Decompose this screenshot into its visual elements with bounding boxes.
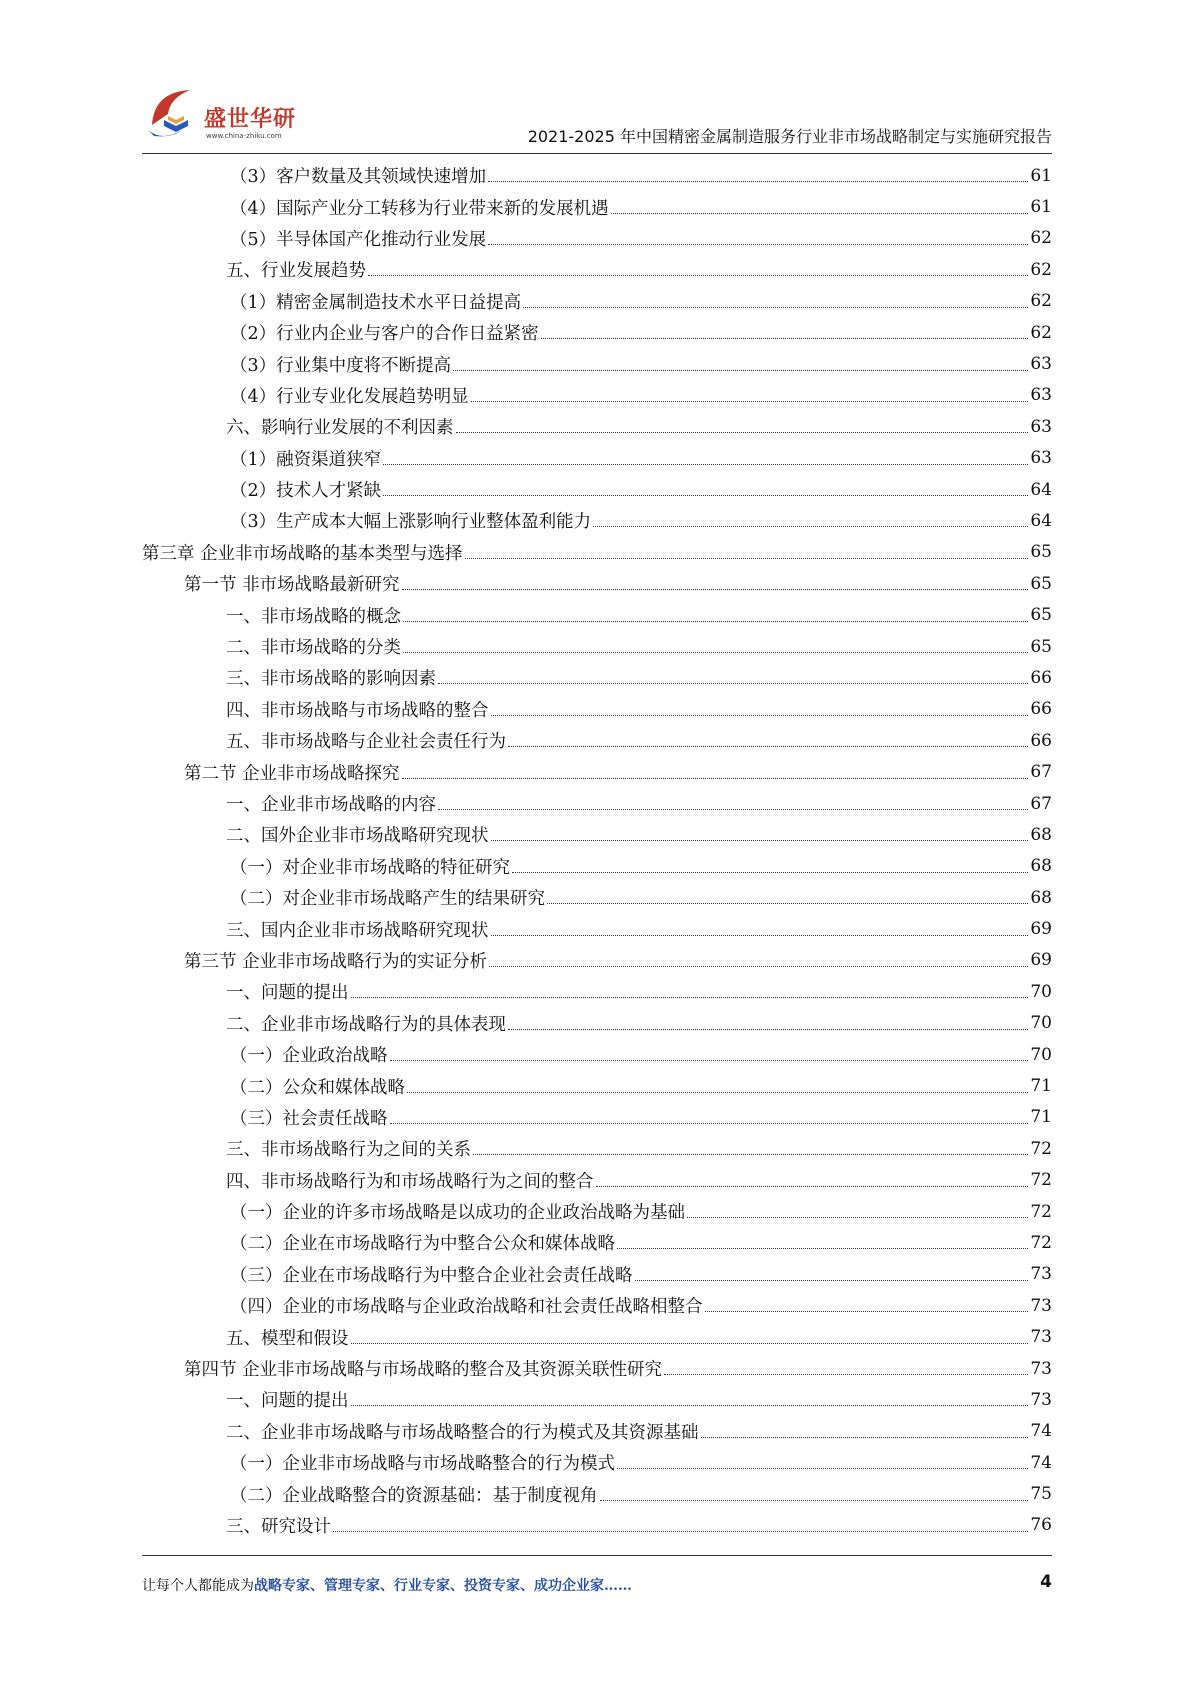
toc-leader-dots [383,495,1028,496]
toc-leader-dots [390,1060,1029,1061]
toc-entry-page: 65 [1030,542,1052,563]
toc-entry[interactable] [142,1102,1052,1133]
toc-entry[interactable] [142,505,1052,536]
company-logo [142,80,312,150]
toc-entry-page: 64 [1030,479,1052,500]
toc-entry-title: 三、非市场战略的影响因素 [226,669,436,690]
toc-leader-dots [687,1217,1028,1218]
toc-entry[interactable] [142,788,1052,819]
toc-leader-dots [403,621,1028,622]
toc-entry[interactable] [142,1227,1052,1258]
toc-entry[interactable] [142,223,1052,254]
toc-entry[interactable] [142,411,1052,442]
toc-entry-page: 73 [1030,1264,1052,1285]
toc-entry[interactable] [142,1478,1052,1509]
toc-entry-page: 70 [1030,981,1052,1002]
toc-entry-page: 73 [1030,1295,1052,1316]
toc-entry-title: 五、非市场战略与企业社会责任行为 [226,732,506,753]
logo-url: www.china-zhiku.com [206,132,282,140]
toc-entry-page: 63 [1030,448,1052,469]
toc-entry[interactable] [142,976,1052,1007]
toc-entry-title: 六、影响行业发展的不利因素 [226,418,454,439]
toc-entry-title: 第三章 企业非市场战略的基本类型与选择 [142,543,463,564]
toc-entry-title: （3）行业集中度将不断提高 [230,355,452,376]
toc-entry[interactable] [142,756,1052,787]
toc-leader-dots [596,1186,1029,1187]
toc-entry-page: 61 [1030,197,1052,218]
toc-leader-dots [491,715,1029,716]
toc-leader-dots [491,840,1029,841]
toc-entry[interactable] [142,1133,1052,1164]
toc-leader-dots [488,244,1028,245]
toc-entry[interactable] [142,380,1052,411]
toc-entry-title: （三）社会责任战略 [230,1108,388,1129]
toc-entry-title: 三、研究设计 [226,1516,331,1537]
toc-entry[interactable] [142,537,1052,568]
toc-entry[interactable] [142,348,1052,379]
page-header [142,80,1052,152]
toc-entry-title: 第二节 企业非市场战略探究 [184,763,400,784]
toc-entry[interactable] [142,599,1052,630]
toc-entry[interactable] [142,1039,1052,1070]
toc-entry[interactable] [142,1510,1052,1541]
toc-leader-dots [407,1092,1028,1093]
toc-entry-title: 一、非市场战略的概念 [226,606,401,627]
toc-entry[interactable] [142,443,1052,474]
toc-entry-title: （三）企业在市场战略行为中整合企业社会责任战略 [230,1265,633,1286]
toc-entry-title: （四）企业的市场战略与企业政治战略和社会责任战略相整合 [230,1297,703,1318]
toc-leader-dots [438,809,1028,810]
toc-entry-title: 第四节 企业非市场战略与市场战略的整合及其资源关联性研究 [184,1360,663,1381]
toc-entry-title: （一）对企业非市场战略的特征研究 [230,857,510,878]
toc-entry[interactable] [142,819,1052,850]
toc-entry-page: 66 [1030,730,1052,751]
footer-slogan [142,1575,632,1595]
toc-leader-dots [617,1468,1028,1469]
toc-leader-dots [383,464,1028,465]
toc-entry[interactable] [142,694,1052,725]
toc-entry-title: 四、非市场战略与市场战略的整合 [226,700,489,721]
toc-entry-title: （2）技术人才紧缺 [230,481,382,502]
toc-entry[interactable] [142,254,1052,285]
toc-entry-title: 五、行业发展趋势 [226,261,366,282]
toc-entry-page: 62 [1030,228,1052,249]
toc-entry-title: 一、问题的提出 [226,983,349,1004]
toc-leader-dots [508,746,1028,747]
toc-entry-title: 三、非市场战略行为之间的关系 [226,1140,471,1161]
toc-entry-page: 67 [1030,762,1052,783]
toc-entry-page: 73 [1030,1327,1052,1348]
toc-entry-page: 72 [1030,1170,1052,1191]
toc-entry-page: 68 [1030,824,1052,845]
footer-divider [142,1555,1052,1556]
toc-leader-dots [456,432,1029,433]
toc-entry-title: 一、问题的提出 [226,1391,349,1412]
toc-entry[interactable] [142,1447,1052,1478]
toc-entry-title: （4）国际产业分工转移为行业带来新的发展机遇 [230,198,609,219]
toc-leader-dots [705,1311,1029,1312]
toc-entry-page: 61 [1030,165,1052,186]
toc-entry-page: 65 [1030,573,1052,594]
toc-entry[interactable] [142,1321,1052,1352]
toc-leader-dots [523,307,1028,308]
toc-leader-dots [508,1029,1028,1030]
toc-entry[interactable] [142,882,1052,913]
toc-leader-dots [438,683,1028,684]
toc-entry[interactable] [142,1384,1052,1415]
toc-leader-dots [600,1500,1029,1501]
toc-leader-dots [351,1405,1029,1406]
toc-entry-title: 四、非市场战略行为和市场战略行为之间的整合 [226,1171,594,1192]
toc-entry-title: 三、国内企业非市场战略研究现状 [226,920,489,941]
toc-entry[interactable] [142,1416,1052,1447]
toc-leader-dots [402,589,1029,590]
toc-entry-page: 64 [1030,510,1052,531]
toc-entry-page: 63 [1030,385,1052,406]
toc-entry-title: 二、非市场战略的分类 [226,638,401,659]
toc-leader-dots [512,872,1028,873]
table-of-contents [142,160,1052,1541]
toc-entry-page: 74 [1030,1421,1052,1442]
toc-entry-page: 73 [1030,1358,1052,1379]
toc-leader-dots [593,526,1028,527]
report-title: 2021-2025 年中国精密金属制造服务行业非市场战略制定与实施研究报告 [527,127,1052,146]
toc-entry[interactable] [142,474,1052,505]
logo-text: 盛世华研 [204,107,297,132]
toc-entry-page: 71 [1030,1076,1052,1097]
toc-entry-title: （一）企业非市场战略与市场战略整合的行为模式 [230,1454,615,1475]
toc-entry-title: 一、企业非市场战略的内容 [226,795,436,815]
toc-entry[interactable] [142,286,1052,317]
toc-entry-title: 第三节 企业非市场战略行为的实证分析 [184,951,488,972]
toc-leader-dots [611,213,1029,214]
toc-entry-page: 72 [1030,1232,1052,1253]
toc-entry-title: （一）企业政治战略 [230,1046,388,1067]
toc-leader-dots [333,1531,1028,1532]
toc-entry[interactable] [142,191,1052,222]
toc-entry-title: 五、模型和假设 [226,1328,349,1349]
slogan-accent: 战略专家、管理专家、行业专家、投资专家、成功企业家…… [254,1578,632,1594]
toc-leader-dots [488,181,1028,182]
toc-entry-title: （二）企业在市场战略行为中整合公众和媒体战略 [230,1234,615,1255]
toc-entry-title: （二）企业战略整合的资源基础：基于制度视角 [230,1485,598,1506]
toc-leader-dots [471,401,1029,402]
toc-entry[interactable] [142,1196,1052,1227]
toc-entry-title: （4）行业专业化发展趋势明显 [230,386,469,407]
toc-entry-page: 65 [1030,605,1052,626]
toc-entry-page: 72 [1030,1138,1052,1159]
toc-leader-dots [403,652,1028,653]
toc-entry-page: 69 [1030,950,1052,971]
toc-leader-dots [465,558,1029,559]
toc-entry-page: 74 [1030,1452,1052,1473]
toc-entry-page: 66 [1030,699,1052,720]
toc-leader-dots [453,370,1028,371]
toc-entry-title: （1）融资渠道狭窄 [230,449,382,470]
toc-entry-page: 62 [1030,322,1052,343]
toc-entry-page: 68 [1030,887,1052,908]
toc-entry-page: 76 [1030,1515,1052,1536]
toc-entry[interactable] [142,1259,1052,1290]
toc-entry[interactable] [142,568,1052,599]
toc-leader-dots [368,275,1028,276]
toc-entry[interactable] [142,662,1052,693]
toc-entry-page: 72 [1030,1201,1052,1222]
toc-entry-title: （5）半导体国产化推动行业发展 [230,229,487,250]
toc-entry-page: 75 [1030,1484,1052,1505]
toc-entry-page: 71 [1030,1107,1052,1128]
toc-entry-page: 65 [1030,636,1052,657]
toc-leader-dots [351,997,1029,998]
toc-entry[interactable] [142,1353,1052,1384]
toc-entry-title: （一）企业的许多市场战略是以成功的企业政治战略为基础 [230,1203,685,1224]
slogan-prefix: 让每个人都能成为 [142,1578,254,1594]
toc-entry-page: 62 [1030,259,1052,280]
logo-emblem-icon [142,80,212,150]
toc-entry-title: （1）精密金属制造技术水平日益提高 [230,292,522,313]
toc-leader-dots [402,778,1029,779]
toc-entry-title: （2）行业内企业与客户的合作日益紧密 [230,324,539,345]
toc-entry-page: 62 [1030,291,1052,312]
toc-entry[interactable] [142,160,1052,191]
header-divider [142,153,1052,154]
toc-entry-page: 70 [1030,1013,1052,1034]
toc-entry[interactable] [142,631,1052,662]
toc-entry-title: 二、企业非市场战略与市场战略整合的行为模式及其资源基础 [226,1422,699,1443]
toc-entry-title: （二）公众和媒体战略 [230,1077,405,1098]
toc-entry-page: 69 [1030,919,1052,940]
toc-entry[interactable] [142,1290,1052,1321]
toc-leader-dots [664,1374,1028,1375]
toc-entry-title: （3）生产成本大幅上涨影响行业整体盈利能力 [230,512,592,533]
toc-entry[interactable] [142,913,1052,944]
toc-entry[interactable] [142,851,1052,882]
toc-leader-dots [547,903,1028,904]
toc-entry-title: （二）对企业非市场战略产生的结果研究 [230,889,545,910]
toc-entry[interactable] [142,1070,1052,1101]
toc-entry-title: 第一节 非市场战略最新研究 [184,575,400,596]
toc-entry-page: 67 [1030,793,1052,814]
toc-leader-dots [489,966,1028,967]
toc-entry[interactable] [142,317,1052,348]
toc-entry-title: 二、企业非市场战略行为的具体表现 [226,1014,506,1035]
toc-entry-page: 70 [1030,1044,1052,1065]
toc-leader-dots [473,1154,1028,1155]
toc-leader-dots [390,1123,1029,1124]
toc-entry-title: 二、国外企业非市场战略研究现状 [226,826,489,847]
page-number: 4 [1040,1572,1052,1592]
toc-entry-page: 63 [1030,416,1052,437]
toc-entry-page: 66 [1030,667,1052,688]
toc-entry-page: 63 [1030,354,1052,375]
toc-leader-dots [491,935,1029,936]
toc-leader-dots [541,338,1029,339]
toc-entry[interactable] [142,725,1052,756]
toc-entry-page: 73 [1030,1389,1052,1410]
toc-leader-dots [617,1248,1028,1249]
toc-entry-title: （3）客户数量及其领域快速增加 [230,167,487,188]
toc-entry[interactable] [142,945,1052,976]
toc-entry[interactable] [142,1165,1052,1196]
toc-leader-dots [701,1437,1029,1438]
toc-entry-page: 68 [1030,856,1052,877]
toc-leader-dots [351,1343,1029,1344]
toc-entry[interactable] [142,1008,1052,1039]
toc-leader-dots [635,1280,1029,1281]
